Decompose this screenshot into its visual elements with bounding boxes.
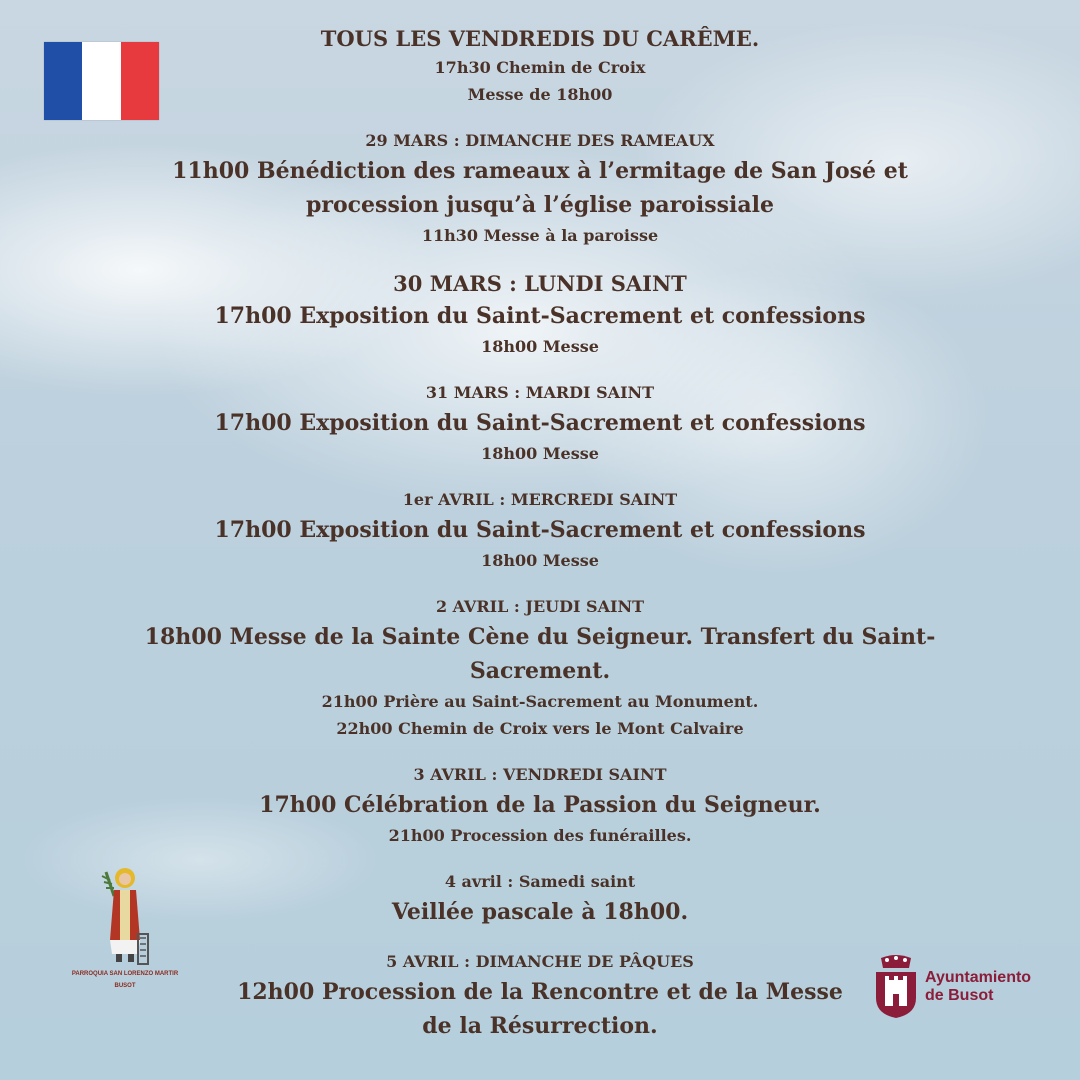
section-lent-fridays	[150, 24, 930, 108]
parish-logo	[60, 866, 190, 990]
section-main: 17h00 Exposition du Saint-Sacrement et confessions	[214, 410, 866, 436]
section-heading: 1er AVRIL : MERCREDI SAINT	[402, 490, 678, 509]
ayuntamiento-town: de Busot	[925, 987, 994, 1004]
schedule	[144, 24, 936, 1043]
section-line: 18h00 Messe	[481, 444, 599, 463]
section-heading: 5 AVRIL : DIMANCHE DE PÂQUES	[386, 952, 694, 971]
section-main: 18h00 Messe de la Sainte Cène du Seigneur. Transfert du Saint-Sacrement.	[144, 624, 936, 684]
section-heading: 2 AVRIL : JEUDI SAINT	[435, 597, 645, 616]
ayuntamiento-logo	[873, 952, 1063, 1022]
section-line: 17h30 Chemin de Croix	[434, 58, 646, 77]
section-main: Veillée pascale à 18h00.	[391, 899, 689, 925]
section-good-friday	[150, 762, 930, 849]
section-holy-tuesday	[150, 380, 930, 467]
section-heading: 29 MARS : DIMANCHE DES RAMEAUX	[365, 131, 715, 150]
section-heading: 30 MARS : LUNDI SAINT	[393, 271, 687, 296]
flag-blue-stripe	[44, 42, 82, 120]
section-main: 17h00 Exposition du Saint-Sacrement et confessions	[214, 517, 866, 543]
section-line: 21h00 Procession des funérailles.	[388, 826, 692, 845]
section-heading: 4 avril : Samedi saint	[444, 872, 636, 891]
section-easter-sunday	[150, 949, 930, 1043]
section-line: Messe de 18h00	[467, 85, 613, 104]
section-holy-thursday	[144, 594, 936, 742]
parish-name: PARROQUIA SAN LORENZO MARTIR	[71, 971, 179, 977]
section-heading: TOUS LES VENDREDIS DU CARÊME.	[320, 26, 760, 51]
section-palm-sunday	[150, 128, 930, 249]
ayuntamiento-label: Ayuntamiento	[925, 969, 1032, 986]
section-heading: 3 AVRIL : VENDREDI SAINT	[413, 765, 667, 784]
section-main: 17h00 Célébration de la Passion du Seigneur.	[259, 792, 821, 818]
parish-town: BUSOT	[114, 983, 136, 989]
section-line: 21h00 Prière au Saint-Sacrement au Monument.	[321, 692, 759, 711]
crowned-castle-shield-icon	[873, 954, 919, 1020]
section-holy-wednesday	[150, 487, 930, 574]
section-main: 12h00 Procession de la Rencontre et de la Messe de la Résurrection.	[237, 979, 843, 1039]
section-holy-saturday	[150, 869, 930, 929]
flag-white-stripe	[82, 42, 120, 120]
section-main: 11h00 Bénédiction des rameaux à l’ermitage de San José et procession jusqu’à l’église paroissiale	[172, 158, 908, 218]
section-holy-monday	[150, 269, 930, 360]
section-line: 11h30 Messe à la paroisse	[421, 226, 659, 245]
section-line: 18h00 Messe	[481, 551, 599, 570]
section-line: 22h00 Chemin de Croix vers le Mont Calvaire	[336, 719, 744, 738]
section-line: 18h00 Messe	[481, 337, 599, 356]
saint-lawrence-icon	[90, 866, 160, 966]
section-main: 17h00 Exposition du Saint-Sacrement et confessions	[214, 303, 866, 329]
section-heading: 31 MARS : MARDI SAINT	[425, 383, 655, 402]
french-flag-icon	[44, 42, 159, 120]
